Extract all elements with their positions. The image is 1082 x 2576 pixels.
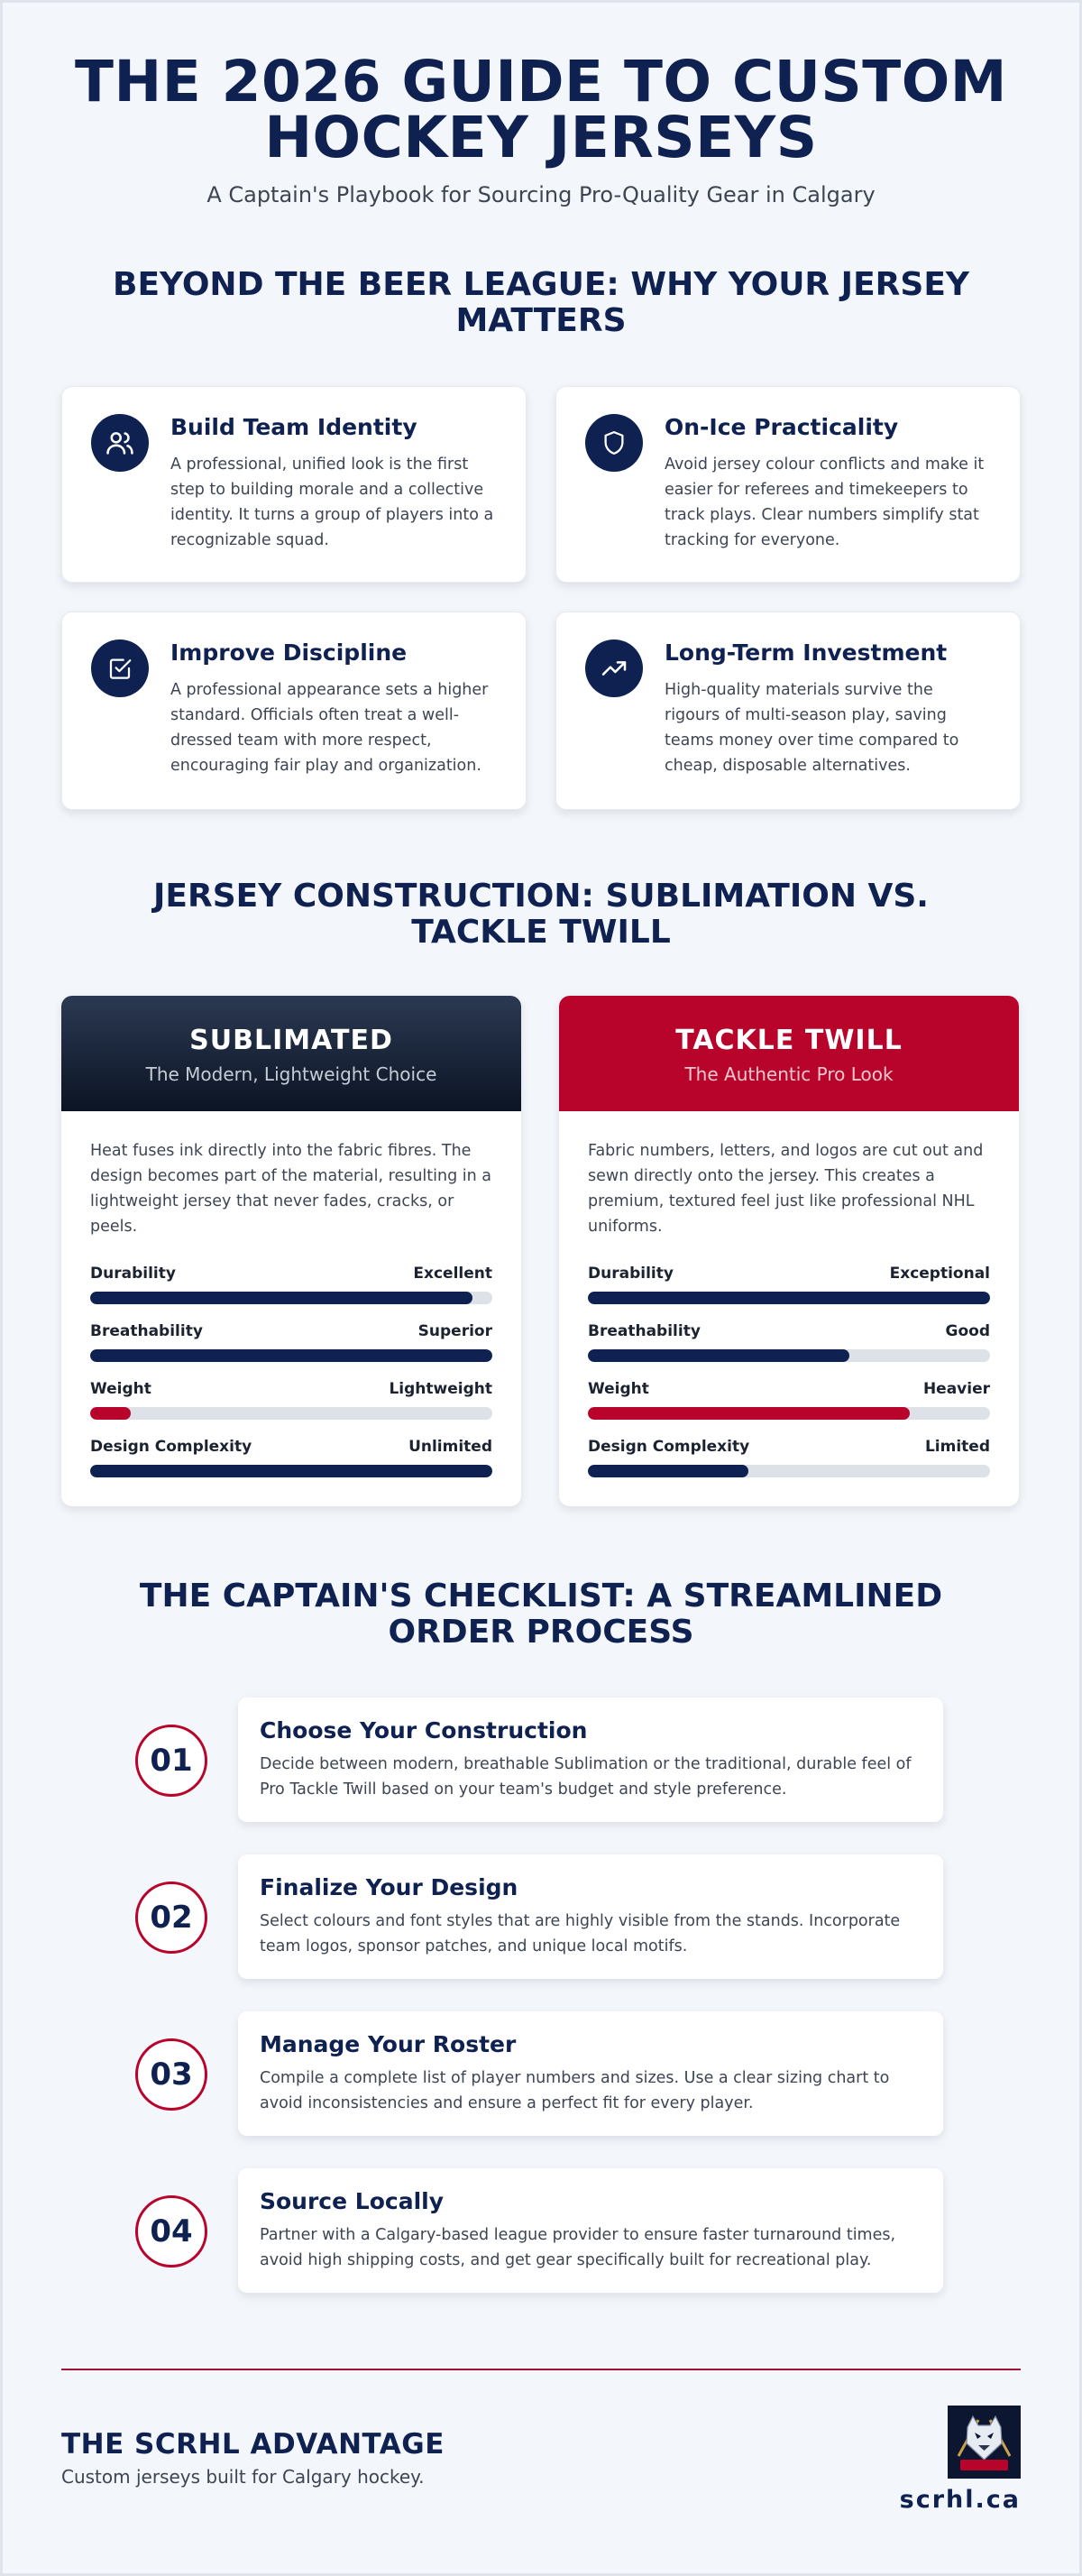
tackle-twill-description: Fabric numbers, letters, and logos are cut out and sewn directly onto the jersey. This creates a premium, textured feel just like professional NHL uniforms. bbox=[588, 1142, 984, 1236]
checklist-section-title: THE CAPTAIN'S CHECKLIST: A STREAMLINED ORDER PROCESS bbox=[139, 1578, 943, 1651]
title-line-1: THE 2026 GUIDE TO CUSTOM bbox=[75, 49, 1007, 115]
metric-label: Durability bbox=[588, 1265, 674, 1283]
huskies-logo bbox=[948, 2406, 1021, 2479]
metric-track bbox=[90, 1349, 492, 1362]
metric-fill bbox=[588, 1465, 748, 1477]
metric-value: Excellent bbox=[413, 1265, 492, 1283]
step-number: 03 bbox=[135, 2038, 207, 2111]
benefit-text: High-quality materials survive the rigours of multi-season play, saving teams money over time compared to cheap, disposable alternatives. bbox=[665, 681, 959, 775]
step-card-construction bbox=[238, 1697, 943, 1822]
step-number: 01 bbox=[135, 1725, 207, 1797]
metric-label: Weight bbox=[588, 1380, 649, 1398]
step-text: Select colours and font styles that are highly visible from the stands. Incorporate team logos, sponsor patches, and unique local motifs. bbox=[260, 1912, 901, 1955]
metric-track bbox=[588, 1465, 990, 1477]
footer-divider bbox=[61, 2369, 1021, 2370]
step-title: Choose Your Construction bbox=[260, 1717, 588, 1743]
metric-label: Design Complexity bbox=[588, 1438, 750, 1456]
metric-fill bbox=[90, 1292, 472, 1304]
metric-value: Good bbox=[945, 1322, 990, 1340]
benefit-text: Avoid jersey colour conflicts and make it easier for referees and timekeepers to track plays. Clear numbers simplify stat tracking for everyone. bbox=[665, 455, 985, 549]
metric-fill bbox=[90, 1407, 131, 1420]
step-title: Manage Your Roster bbox=[260, 2031, 517, 2057]
website-domain[interactable]: scrhl.ca bbox=[899, 2486, 1021, 2514]
tackle-twill-card bbox=[559, 996, 1019, 1506]
sublimated-card bbox=[61, 996, 521, 1506]
metric-fill bbox=[588, 1407, 910, 1420]
metric-weight bbox=[588, 1380, 990, 1420]
step-title: Source Locally bbox=[260, 2188, 445, 2214]
why-section-title: BEYOND THE BEER LEAGUE: WHY YOUR JERSEY MATTERS bbox=[113, 266, 969, 339]
metric-track bbox=[90, 1292, 492, 1304]
metric-track bbox=[588, 1292, 990, 1304]
metric-design-complexity bbox=[90, 1438, 492, 1477]
tackle-twill-header bbox=[559, 996, 1019, 1111]
metric-value: Superior bbox=[417, 1322, 492, 1340]
metric-value: Unlimited bbox=[408, 1438, 492, 1456]
metric-track bbox=[588, 1407, 990, 1420]
metric-design-complexity bbox=[588, 1438, 990, 1477]
benefit-title: Long-Term Investment bbox=[665, 639, 948, 666]
footer-title: THE SCRHL ADVANTAGE bbox=[61, 2428, 445, 2461]
page-title bbox=[0, 49, 1082, 170]
step-card-source bbox=[238, 2168, 943, 2293]
step-number: 04 bbox=[135, 2195, 207, 2268]
check-square-icon bbox=[91, 639, 149, 697]
sublimated-title: SUBLIMATED bbox=[189, 1025, 393, 1056]
step-number: 02 bbox=[135, 1881, 207, 1954]
metric-durability bbox=[588, 1265, 990, 1304]
trending-up-icon bbox=[585, 639, 643, 697]
benefit-text: A professional, unified look is the first step to building morale and a collective identity. It turns a group of players into a recognizable squad. bbox=[170, 455, 494, 549]
metric-breathability bbox=[90, 1322, 492, 1362]
step-text: Partner with a Calgary-based league provider to ensure faster turnaround times, avoid high shipping costs, and get gear specifically built for recreational play. bbox=[260, 2226, 896, 2269]
metric-value: Heavier bbox=[922, 1380, 990, 1398]
step-text: Compile a complete list of player numbers and sizes. Use a clear sizing chart to avoid inconsistencies and ensure a perfect fit for every player. bbox=[260, 2069, 890, 2112]
shield-icon bbox=[585, 414, 643, 472]
benefit-title: Improve Discipline bbox=[170, 639, 408, 666]
metric-fill bbox=[588, 1292, 990, 1304]
step-text: Decide between modern, breathable Sublimation or the traditional, durable feel of Pro Tackle Twill based on your team's budget and style preference. bbox=[260, 1755, 912, 1799]
benefit-title: On-Ice Practicality bbox=[665, 414, 899, 440]
title-line-2: HOCKEY JERSEYS bbox=[264, 105, 818, 170]
metric-label: Breathability bbox=[90, 1322, 203, 1340]
metric-track bbox=[90, 1465, 492, 1477]
metric-label: Weight bbox=[90, 1380, 151, 1398]
benefit-text: A professional appearance sets a higher standard. Officials often treat a well-dressed team with more respect, encouraging fair play and organization. bbox=[170, 681, 489, 775]
sublimated-description: Heat fuses ink directly into the fabric fibres. The design becomes part of the material, resulting in a lightweight jersey that never fades, cracks, or peels. bbox=[90, 1142, 492, 1236]
sublimated-subtitle: The Modern, Lightweight Choice bbox=[145, 1063, 437, 1085]
metric-value: Lightweight bbox=[389, 1380, 492, 1398]
benefit-card-identity bbox=[61, 386, 527, 583]
benefit-card-investment bbox=[555, 612, 1021, 810]
metric-weight bbox=[90, 1380, 492, 1420]
footer-subtitle: Custom jerseys built for Calgary hockey. bbox=[61, 2466, 425, 2488]
metric-fill bbox=[588, 1349, 849, 1362]
metric-durability bbox=[90, 1265, 492, 1304]
metric-track bbox=[90, 1407, 492, 1420]
metric-value: Exceptional bbox=[889, 1265, 990, 1283]
step-title: Finalize Your Design bbox=[260, 1874, 518, 1900]
benefit-title: Build Team Identity bbox=[170, 414, 417, 440]
metric-label: Durability bbox=[90, 1265, 176, 1283]
metric-breathability bbox=[588, 1322, 990, 1362]
metric-fill bbox=[90, 1465, 492, 1477]
metric-value: Limited bbox=[924, 1438, 990, 1456]
benefit-card-practicality bbox=[555, 386, 1021, 583]
sublimated-header bbox=[61, 996, 521, 1111]
metric-label: Design Complexity bbox=[90, 1438, 252, 1456]
page-subtitle: A Captain's Playbook for Sourcing Pro-Quality Gear in Calgary bbox=[206, 182, 876, 207]
tackle-twill-title: TACKLE TWILL bbox=[675, 1025, 903, 1056]
benefit-card-discipline bbox=[61, 612, 527, 810]
step-card-design bbox=[238, 1854, 943, 1979]
construction-section-title: JERSEY CONSTRUCTION: SUBLIMATION VS. TACKLE TWILL bbox=[153, 878, 929, 951]
metric-label: Breathability bbox=[588, 1322, 701, 1340]
hero bbox=[0, 49, 1082, 207]
metric-fill bbox=[90, 1349, 492, 1362]
metric-track bbox=[588, 1349, 990, 1362]
tackle-twill-subtitle: The Authentic Pro Look bbox=[684, 1063, 894, 1085]
users-icon bbox=[91, 414, 149, 472]
step-card-roster bbox=[238, 2011, 943, 2136]
